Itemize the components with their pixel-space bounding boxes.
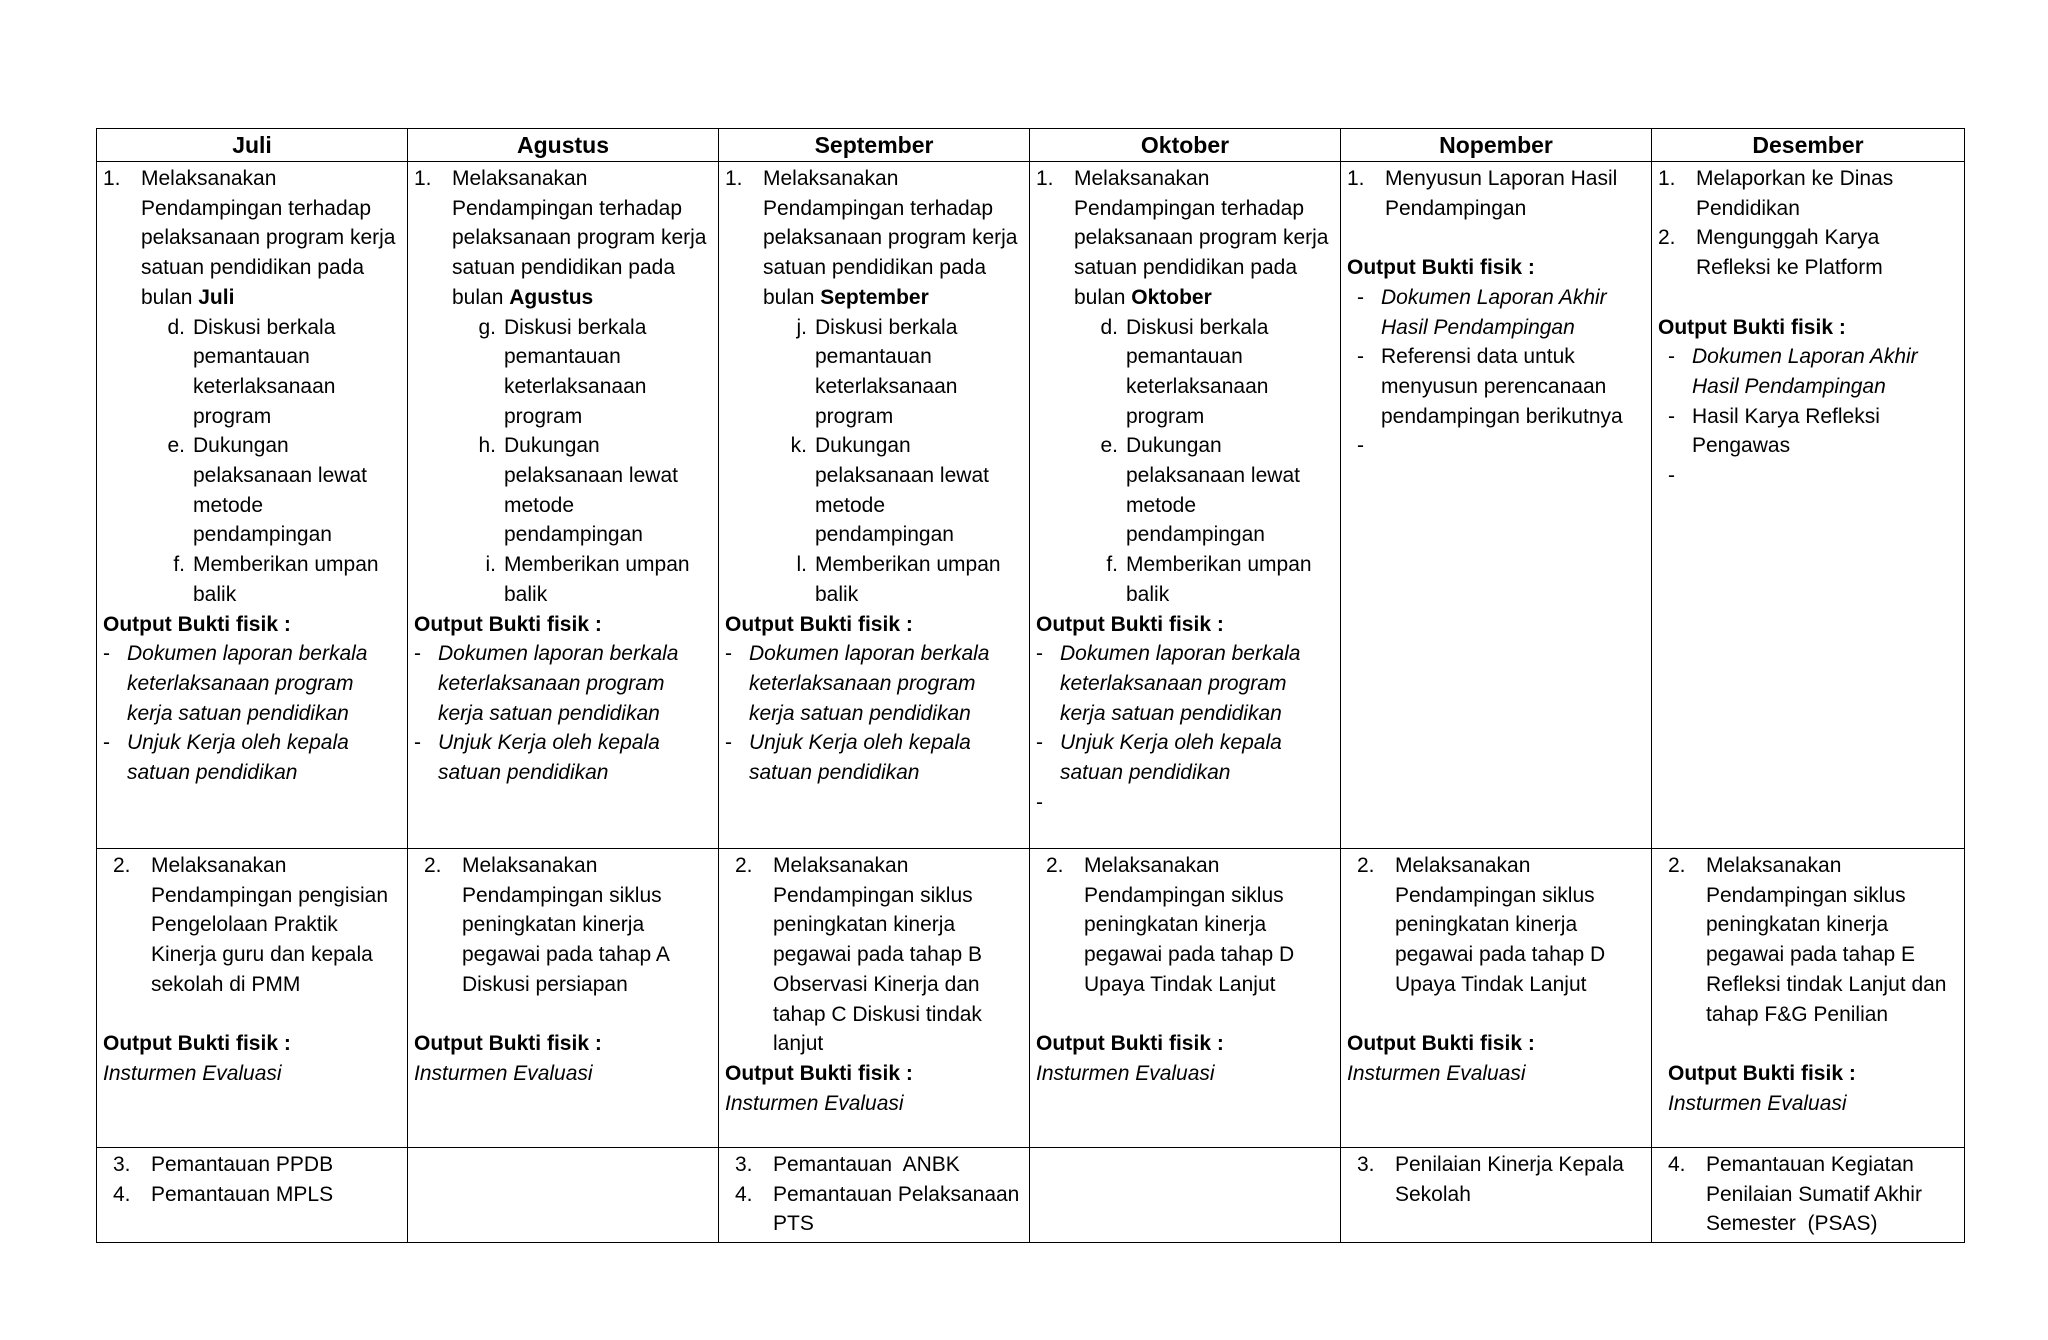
- sub-letter: j.: [796, 315, 807, 339]
- item-text: [1074, 164, 1332, 610]
- month-emphasis: Juli: [198, 285, 235, 309]
- cell-oktober-3: [1030, 1148, 1341, 1243]
- list-item: [1036, 164, 1332, 610]
- output-item: - Dokumen laporan berkala keterlaksanaan program kerja satuan pendidikan: [103, 639, 399, 728]
- sub-letter: h.: [478, 434, 496, 458]
- sub-item: [1076, 431, 1332, 550]
- month-header: Juli: [97, 129, 408, 162]
- item-text: Melaksanakan Pendampingan siklus peningkatan kinerja pegawai pada tahap E Refleksi tindak Lanjut dan tahap F&G Penilian: [1706, 854, 1947, 1026]
- item-text: [141, 164, 399, 610]
- output-text: Unjuk Kerja oleh kepala satuan pendidikan: [749, 731, 971, 785]
- item-number: 2.: [735, 854, 753, 877]
- activity-list: [1036, 851, 1332, 1000]
- item-text: [763, 164, 1021, 610]
- list-item: [735, 1150, 1021, 1180]
- month-header: Desember: [1652, 129, 1965, 162]
- output-heading: Output Bukti fisik :: [725, 612, 913, 636]
- cell-agustus-1: [408, 162, 719, 849]
- sub-item: [454, 313, 710, 432]
- output-text: Dokumen Laporan Akhir Hasil Pendampingan: [1381, 285, 1607, 339]
- output-text: Dokumen laporan berkala keterlaksanaan program kerja satuan pendidikan: [749, 642, 990, 725]
- output-text: Unjuk Kerja oleh kepala satuan pendidikan: [127, 731, 349, 785]
- item-number: 2.: [113, 854, 131, 877]
- list-item: [735, 851, 1021, 1059]
- item-text-main: Melaksanakan Pendampingan terhadap pelaksanaan program kerja satuan pendidikan pada bulan: [452, 167, 707, 309]
- output-text: Dokumen Laporan Akhir Hasil Pendampingan: [1692, 345, 1918, 398]
- output-item: - Referensi data untuk menyusun perencanaan pendampingan berikutnya: [1357, 342, 1643, 431]
- output-text: Dokumen laporan berkala keterlaksanaan program kerja satuan pendidikan: [127, 642, 368, 725]
- sub-text: Diskusi berkala pemantauan keterlaksanaan program: [1126, 315, 1269, 428]
- sub-text: Memberikan umpan balik: [504, 553, 690, 606]
- item-number: 1.: [103, 167, 121, 190]
- activity-list: [103, 851, 399, 1000]
- output-text: Insturmen Evaluasi: [725, 1091, 904, 1115]
- sub-text: Memberikan umpan balik: [193, 553, 379, 606]
- output-heading: Output Bukti fisik :: [1347, 1032, 1535, 1056]
- list-item: [113, 1150, 399, 1180]
- list-item: [424, 851, 710, 1000]
- activity-row-2: [97, 849, 1965, 1148]
- sub-text: Dukungan pelaksanaan lewat metode pendampingan: [504, 434, 678, 547]
- item-text-main: Melaksanakan Pendampingan terhadap pelaksanaan program kerja satuan pendidikan pada bulan: [141, 167, 396, 309]
- output-item: -: [1668, 461, 1956, 491]
- item-text: Melaksanakan Pendampingan siklus peningkatan kinerja pegawai pada tahap D Upaya Tindak Lanjut: [1395, 854, 1606, 996]
- cell-agustus-2: [408, 849, 719, 1148]
- activity-list: [1347, 1150, 1643, 1209]
- item-number: 1.: [1658, 167, 1676, 190]
- activity-list: [103, 164, 399, 610]
- item-number: 3.: [1357, 1153, 1375, 1176]
- activity-list: [725, 1150, 1021, 1239]
- output-heading: Output Bukti fisik :: [414, 612, 602, 636]
- sub-item: [454, 550, 710, 609]
- item-text: Pemantauan Kegiatan Penilaian Sumatif Akhir Semester (PSAS): [1706, 1153, 1928, 1236]
- list-item: [1046, 851, 1332, 1000]
- output-item: - Dokumen laporan berkala keterlaksanaan program kerja satuan pendidikan: [725, 639, 1021, 728]
- cell-juli-3: [97, 1148, 408, 1243]
- activity-list: [414, 851, 710, 1000]
- sub-text: Dukungan pelaksanaan lewat metode pendampingan: [815, 434, 989, 547]
- activity-list: [103, 1150, 399, 1209]
- month-header-row: [97, 129, 1965, 162]
- output-item: - Dokumen Laporan Akhir Hasil Pendampingan: [1357, 283, 1643, 342]
- cell-oktober-2: [1030, 849, 1341, 1148]
- output-item: - Unjuk Kerja oleh kepala satuan pendidikan: [725, 728, 1021, 787]
- sub-letter: f.: [1106, 553, 1118, 577]
- sub-letter: e.: [167, 434, 185, 458]
- activity-row-3: [97, 1148, 1965, 1243]
- cell-agustus-3: [408, 1148, 719, 1243]
- sub-list: [765, 313, 1021, 610]
- month-header: Oktober: [1030, 129, 1341, 162]
- output-text: Insturmen Evaluasi: [1036, 1061, 1215, 1085]
- output-heading: Output Bukti fisik :: [414, 1032, 602, 1056]
- month-header: Agustus: [408, 129, 719, 162]
- month-header: September: [719, 129, 1030, 162]
- cell-nopember-3: [1341, 1148, 1652, 1243]
- item-text: Mengunggah Karya Refleksi ke Platform: [1696, 226, 1883, 280]
- activity-list: [1658, 164, 1956, 283]
- output-list: [1036, 639, 1332, 817]
- item-number: 2.: [1668, 854, 1686, 877]
- item-number: 1.: [1347, 167, 1365, 190]
- activity-list: [1658, 851, 1956, 1029]
- cell-september-1: [719, 162, 1030, 849]
- output-text: [1060, 788, 1332, 818]
- output-heading: Output Bukti fisik :: [1036, 1032, 1224, 1056]
- sub-letter: g.: [478, 315, 496, 339]
- sub-text: Dukungan pelaksanaan lewat metode pendampingan: [1126, 434, 1300, 547]
- sub-letter: l.: [796, 553, 807, 577]
- item-text: Melaksanakan Pendampingan siklus peningkatan kinerja pegawai pada tahap B Observasi Kinerja dan tahap C Diskusi tindak lanjut: [773, 854, 983, 1056]
- sub-letter: i.: [485, 553, 496, 577]
- item-number: 2.: [1357, 854, 1375, 877]
- output-text: Dokumen laporan berkala keterlaksanaan program kerja satuan pendidikan: [1060, 642, 1301, 725]
- output-text: Unjuk Kerja oleh kepala satuan pendidikan: [438, 731, 660, 785]
- item-number: 1.: [1036, 167, 1054, 190]
- output-list: [725, 639, 1021, 788]
- sub-item: [143, 313, 399, 432]
- sub-letter: d.: [167, 315, 185, 339]
- activity-row-1: [97, 162, 1965, 849]
- item-text-main: Melaksanakan Pendampingan terhadap pelaksanaan program kerja satuan pendidikan pada bulan: [763, 167, 1018, 309]
- item-text: Melaksanakan Pendampingan siklus peningkatan kinerja pegawai pada tahap A Diskusi persiapan: [462, 854, 669, 996]
- list-item: [1357, 1150, 1643, 1209]
- item-number: 2.: [1046, 854, 1064, 877]
- month-emphasis: September: [820, 285, 929, 309]
- output-item: - Unjuk Kerja oleh kepala satuan pendidikan: [414, 728, 710, 787]
- output-heading: Output Bukti fisik :: [1036, 612, 1224, 636]
- output-text: [1692, 461, 1956, 491]
- output-item: - Unjuk Kerja oleh kepala satuan pendidikan: [103, 728, 399, 787]
- activity-list: [414, 164, 710, 610]
- item-number: 4.: [735, 1182, 753, 1206]
- sub-list: [1076, 313, 1332, 610]
- list-item: [1658, 223, 1956, 282]
- sub-item: [454, 431, 710, 550]
- sub-letter: k.: [790, 434, 807, 458]
- sub-item: [765, 313, 1021, 432]
- list-item: [1668, 851, 1956, 1029]
- sub-text: Diskusi berkala pemantauan keterlaksanaan program: [504, 315, 647, 428]
- item-text: Menyusun Laporan Hasil Pendampingan: [1385, 167, 1618, 220]
- sub-text: Memberikan umpan balik: [1126, 553, 1312, 606]
- list-item: [414, 164, 710, 610]
- output-item: -: [1357, 431, 1643, 461]
- output-heading: Output Bukti fisik :: [1668, 1061, 1856, 1085]
- list-item: [113, 1180, 399, 1210]
- output-item: - Dokumen laporan berkala keterlaksanaan program kerja satuan pendidikan: [1036, 639, 1332, 728]
- activity-list: [1347, 164, 1643, 223]
- activity-list: [1658, 1150, 1956, 1239]
- sub-text: Dukungan pelaksanaan lewat metode pendampingan: [193, 434, 367, 547]
- cell-juli-2: [97, 849, 408, 1148]
- list-item: [735, 1180, 1021, 1239]
- output-text: Dokumen laporan berkala keterlaksanaan program kerja satuan pendidikan: [438, 642, 679, 725]
- list-item: [725, 164, 1021, 610]
- activity-list: [1347, 851, 1643, 1000]
- output-list: [1347, 283, 1643, 461]
- cell-desember-3: [1652, 1148, 1965, 1243]
- output-text: Insturmen Evaluasi: [103, 1061, 282, 1085]
- activity-list: [725, 164, 1021, 610]
- item-number: 1.: [725, 167, 743, 190]
- item-number: 3.: [113, 1153, 131, 1176]
- item-text: [452, 164, 710, 610]
- sub-letter: d.: [1100, 315, 1118, 339]
- item-text: Melaporkan ke Dinas Pendidikan: [1696, 167, 1894, 220]
- output-item: - Unjuk Kerja oleh kepala satuan pendidikan: [1036, 728, 1332, 787]
- sub-letter: f.: [173, 553, 185, 577]
- output-heading: Output Bukti fisik :: [103, 612, 291, 636]
- output-list: [414, 639, 710, 788]
- output-text: Hasil Karya Refleksi Pengawas: [1692, 404, 1880, 458]
- sub-list: [143, 313, 399, 610]
- cell-juli-1: [97, 162, 408, 849]
- cell-nopember-1: [1341, 162, 1652, 849]
- cell-desember-2: [1652, 849, 1965, 1148]
- sub-list: [454, 313, 710, 610]
- item-number: 2.: [1658, 226, 1676, 250]
- list-item: [1357, 851, 1643, 1000]
- item-text: Melaksanakan Pendampingan siklus peningkatan kinerja pegawai pada tahap D Upaya Tindak Lanjut: [1084, 854, 1295, 996]
- schedule-table: [96, 128, 1965, 1243]
- cell-nopember-2: [1341, 849, 1652, 1148]
- sub-item: [765, 550, 1021, 609]
- cell-september-3: [719, 1148, 1030, 1243]
- list-item: [1347, 164, 1643, 223]
- sub-item: [1076, 550, 1332, 609]
- output-list: [1658, 342, 1956, 491]
- cell-desember-1: [1652, 162, 1965, 849]
- month-emphasis: Oktober: [1131, 285, 1212, 309]
- cell-oktober-1: [1030, 162, 1341, 849]
- month-emphasis: Agustus: [509, 285, 594, 309]
- output-text: Insturmen Evaluasi: [1668, 1091, 1847, 1115]
- item-text: Melaksanakan Pendampingan pengisian Pengelolaan Praktik Kinerja guru dan kepala sekolah di PMM: [151, 854, 389, 996]
- output-heading: Output Bukti fisik :: [1347, 256, 1535, 280]
- sub-letter: e.: [1100, 434, 1118, 458]
- output-list: [103, 639, 399, 788]
- month-header: Nopember: [1341, 129, 1652, 162]
- sub-text: Diskusi berkala pemantauan keterlaksanaan program: [815, 315, 958, 428]
- item-text: Pemantauan Pelaksanaan PTS: [773, 1182, 1020, 1236]
- item-text: Pemantauan ANBK: [773, 1153, 960, 1176]
- output-item: - Hasil Karya Refleksi Pengawas: [1668, 402, 1956, 461]
- item-number: 1.: [414, 167, 432, 190]
- sub-item: [765, 431, 1021, 550]
- item-number: 2.: [424, 854, 442, 877]
- output-text: Insturmen Evaluasi: [1347, 1061, 1526, 1085]
- item-text: Penilaian Kinerja Kepala Sekolah: [1395, 1153, 1624, 1206]
- list-item: [103, 164, 399, 610]
- sub-item: [143, 431, 399, 550]
- output-text: Insturmen Evaluasi: [414, 1061, 593, 1085]
- item-text: Pemantauan PPDB: [151, 1153, 334, 1176]
- list-item: [1658, 164, 1956, 223]
- item-number: 4.: [113, 1182, 131, 1206]
- item-text-main: Melaksanakan Pendampingan terhadap pelaksanaan program kerja satuan pendidikan pada bulan: [1074, 167, 1329, 309]
- sub-item: [1076, 313, 1332, 432]
- output-text: [1381, 431, 1643, 461]
- output-text: Referensi data untuk menyusun perencanaan pendampingan berikutnya: [1381, 345, 1623, 428]
- sub-text: Diskusi berkala pemantauan keterlaksanaan program: [193, 315, 336, 428]
- output-item: - Dokumen laporan berkala keterlaksanaan program kerja satuan pendidikan: [414, 639, 710, 728]
- output-heading: Output Bukti fisik :: [1658, 315, 1846, 339]
- cell-september-2: [719, 849, 1030, 1148]
- item-text: Pemantauan MPLS: [151, 1182, 334, 1206]
- output-heading: Output Bukti fisik :: [725, 1061, 913, 1085]
- activity-list: [1036, 164, 1332, 610]
- sub-text: Memberikan umpan balik: [815, 553, 1001, 606]
- output-heading: Output Bukti fisik :: [103, 1032, 291, 1056]
- item-number: 3.: [735, 1153, 753, 1176]
- output-item: - Dokumen Laporan Akhir Hasil Pendampingan: [1668, 342, 1956, 401]
- item-number: 4.: [1668, 1153, 1686, 1176]
- list-item: [1668, 1150, 1956, 1239]
- sub-item: [143, 550, 399, 609]
- activity-list: [725, 851, 1021, 1059]
- output-text: Unjuk Kerja oleh kepala satuan pendidikan: [1060, 731, 1282, 785]
- output-item: -: [1036, 788, 1332, 818]
- list-item: [113, 851, 399, 1000]
